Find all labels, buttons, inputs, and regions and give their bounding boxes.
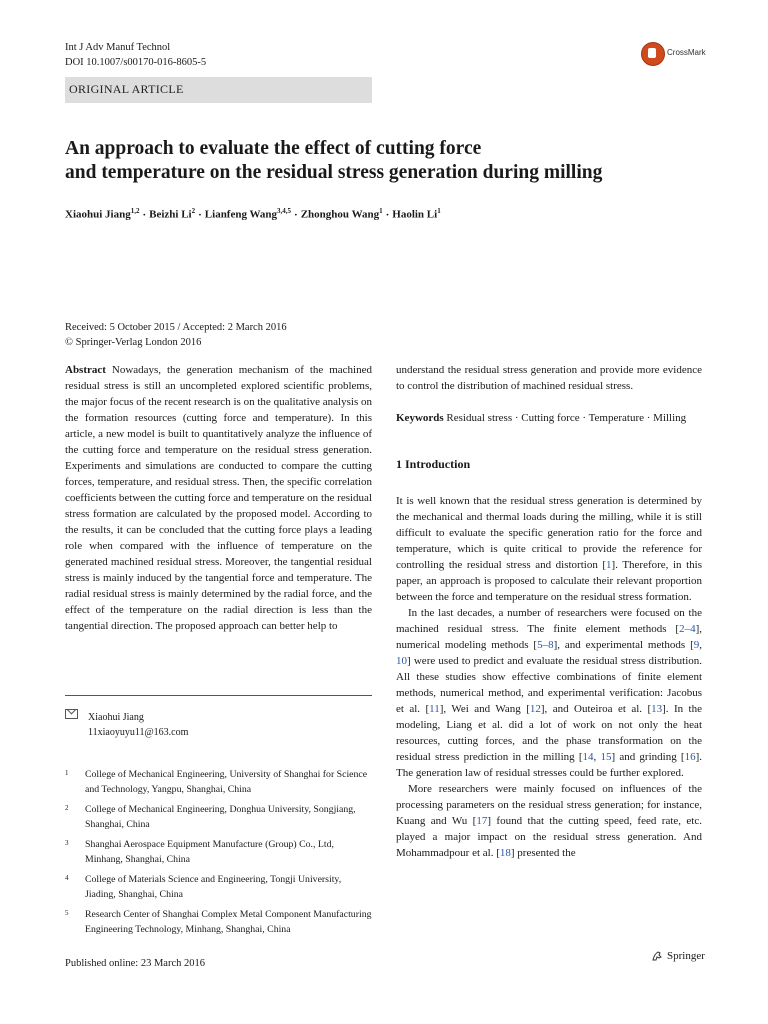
- crossmark-label: CrossMark: [667, 48, 706, 57]
- abstract-text: Nowadays, the generation mechanism of the machined residual stress is still an uncompleted explored scientific problems, the major focus of the recent research is on the qualitative analysis on the formation resources (cutting force and temperature). In this article, a new model is built to quantitatively analyze the influence of the cutting force and temperature on the residual stress generation. Experiments and simulations are conducted to compare the cutting forces, temperature, and residual stress. Then, the specific correlation coefficients between the cutting force and temperature on the residual stress formation are calculated by the proposed model. According to the results, it can be concluded that the cutting force plays a leading role when compared with the influence of temperature on the generated machined residual stress. Moreover, the tangential residual stress is mainly induced by the tangential force and temperature. The radial residual stress is mainly determined by the radial force, and the effect of the temperature on the radial direction is less than the tangential direction. The proposed approach can better help to: [65, 364, 372, 632]
- abstract: [65, 362, 372, 634]
- abstract-label: Abstract: [65, 364, 106, 376]
- author-affil-sup: 2: [191, 207, 196, 215]
- author-affil-sup: 1: [379, 207, 383, 215]
- citation-link[interactable]: 14: [582, 751, 594, 763]
- affiliation-text: Shanghai Aerospace Equipment Manufacture (Group) Co., Ltd, Minhang, Shanghai, China: [85, 839, 334, 865]
- text-run: ] found that the cutting speed, feed rate, etc. played a major impact on the residual stress generation. And Mohammadpour et al. [: [396, 815, 702, 859]
- text-run: ], and Outeiroa et al. [: [540, 703, 652, 715]
- citation-link[interactable]: 18: [499, 847, 511, 859]
- affiliation-number: 2: [65, 804, 69, 812]
- crossmark-icon: [641, 42, 665, 66]
- citation-link[interactable]: 15: [600, 751, 612, 763]
- citation-link[interactable]: 2–4: [679, 623, 696, 635]
- affiliations: [65, 768, 372, 943]
- text-run: ]. Therefore, in this paper, an approach is proposed to calculate their relevant proportion between the force and temperature on the residual stress formation.: [396, 559, 702, 603]
- footnote-divider: [65, 695, 372, 696]
- article-title: [65, 137, 705, 185]
- author-name[interactable]: Zhonghou Wang: [300, 208, 380, 221]
- citation-link[interactable]: 9: [693, 639, 700, 651]
- left-column: [65, 362, 372, 634]
- affiliation-item: [65, 803, 372, 832]
- article-type-banner: ORIGINAL ARTICLE: [65, 77, 372, 103]
- publisher-name: Springer: [667, 950, 705, 962]
- affiliation-number: 5: [65, 909, 69, 917]
- author-affil-sup: 3,4,5: [277, 207, 292, 215]
- author-name[interactable]: Xiaohui Jiang: [65, 208, 131, 221]
- affiliation-item: [65, 838, 372, 867]
- text-run: It is well known that the residual stress generation is determined by the mechanical and thermal loads during the milling, while it is still difficult to evaluate the specific generation ratio for the force and temperature, which is quite critical to provide the reference for controlling the residual stress and distortion [: [396, 495, 702, 571]
- journal-header: [65, 40, 206, 70]
- title-line-1: An approach to evaluate the effect of cutting force: [65, 138, 482, 159]
- received-date: Received: 5 October 2015 / Accepted: 2 March 2016: [65, 322, 287, 333]
- text-run: ] presented the: [510, 847, 576, 859]
- affiliation-item: [65, 873, 372, 902]
- keywords: [396, 410, 702, 426]
- publisher-logo[interactable]: [651, 950, 705, 962]
- section-heading-introduction: 1 Introduction: [396, 457, 471, 471]
- abstract-continuation: understand the residual stress generation and provide more evidence to control the distribution of machined residual stress.: [396, 364, 702, 392]
- affiliation-number: 4: [65, 874, 69, 882]
- crossmark-badge[interactable]: [641, 42, 713, 66]
- text-run: ]. In the modeling, Liang et al. did a lot of work on not only the heat resources, cutting forces, and the phase transformation on the residual stress prediction in the milling [: [396, 703, 702, 763]
- citation-link[interactable]: 11: [429, 703, 440, 715]
- journal-doi[interactable]: DOI 10.1007/s00170-016-8605-5: [65, 57, 207, 68]
- springer-horse-icon: [651, 950, 663, 962]
- author-separator: ·: [385, 208, 390, 221]
- contact-name: Xiaohui Jiang: [88, 712, 144, 723]
- article-history: [65, 320, 287, 350]
- affiliation-number: 1: [65, 769, 69, 777]
- affiliation-text: Research Center of Shanghai Complex Metal Component Manufacturing Engineering Technology, Minhang, Shanghai, China: [85, 909, 372, 935]
- envelope-icon: [65, 709, 78, 719]
- citation-link[interactable]: 13: [651, 703, 663, 715]
- text-run: ], and experimental methods [: [553, 639, 694, 651]
- author-name[interactable]: Haolin Li: [392, 208, 438, 221]
- text-run: In the last decades, a number of researchers were focused on the machined residual stress. The finite element methods [: [396, 607, 702, 635]
- affiliation-item: [65, 768, 372, 797]
- title-line-2: and temperature on the residual stress generation during milling: [65, 162, 603, 183]
- author-list: [65, 207, 705, 221]
- author-separator: ·: [198, 208, 202, 221]
- published-online: Published online: 23 March 2016: [65, 958, 205, 969]
- intro-paragraph-2: [396, 605, 702, 781]
- author-separator: ·: [142, 208, 147, 221]
- citation-link[interactable]: 12: [529, 703, 541, 715]
- author-affil-sup: 1: [437, 207, 441, 215]
- affiliation-item: [65, 908, 372, 937]
- copyright-line: © Springer-Verlag London 2016: [65, 337, 202, 348]
- text-run: ], numerical modeling methods [: [396, 623, 702, 651]
- contact-email[interactable]: 11xiaoyuyu11@163.com: [88, 727, 189, 738]
- author-separator: ·: [294, 208, 298, 221]
- citation-link[interactable]: 17: [476, 815, 488, 827]
- citation-link[interactable]: 5–8: [537, 639, 554, 651]
- affiliation-text: College of Mechanical Engineering, Donghua University, Songjiang, Shanghai, China: [85, 804, 356, 830]
- text-run: ]. The generation law of residual stresses could be further explored.: [396, 751, 702, 779]
- intro-paragraph-1: [396, 493, 702, 605]
- intro-paragraph-3: [396, 781, 702, 861]
- affiliation-text: College of Mechanical Engineering, University of Shanghai for Science and Technology, Yangpu, Shanghai, China: [85, 769, 368, 795]
- author-name[interactable]: Beizhi Li: [149, 208, 192, 221]
- author-affil-sup: 1,2: [130, 207, 140, 215]
- author-name[interactable]: Lianfeng Wang: [204, 208, 278, 221]
- corresponding-author: [65, 709, 372, 740]
- citation-link[interactable]: 16: [684, 751, 696, 763]
- citation-link[interactable]: 10: [396, 655, 407, 667]
- keywords-label: Keywords: [396, 412, 444, 424]
- keywords-text: Residual stress · Cutting force · Temperature · Milling: [446, 412, 687, 424]
- journal-name: Int J Adv Manuf Technol: [65, 42, 171, 53]
- citation-link[interactable]: 1: [606, 559, 612, 571]
- affiliation-number: 3: [65, 839, 69, 847]
- affiliation-text: College of Materials Science and Engineering, Tongji University, Jiading, Shanghai, China: [85, 874, 342, 900]
- text-run: More researchers were mainly focused on influences of the processing parameters on the residual stress generation; for instance, Kuang and Wu [: [396, 783, 702, 827]
- text-run: ], Wei and Wang [: [439, 703, 530, 715]
- right-column: [396, 362, 702, 861]
- text-run: ,: [593, 751, 601, 763]
- text-run: ,: [699, 639, 702, 651]
- text-run: ] were used to predict and evaluate the residual stress distribution. All these studies show effective combinations of finite element methods, numerical method, and experimental verification: Jacobus et al. [: [396, 655, 702, 715]
- text-run: ] and grinding [: [611, 751, 685, 763]
